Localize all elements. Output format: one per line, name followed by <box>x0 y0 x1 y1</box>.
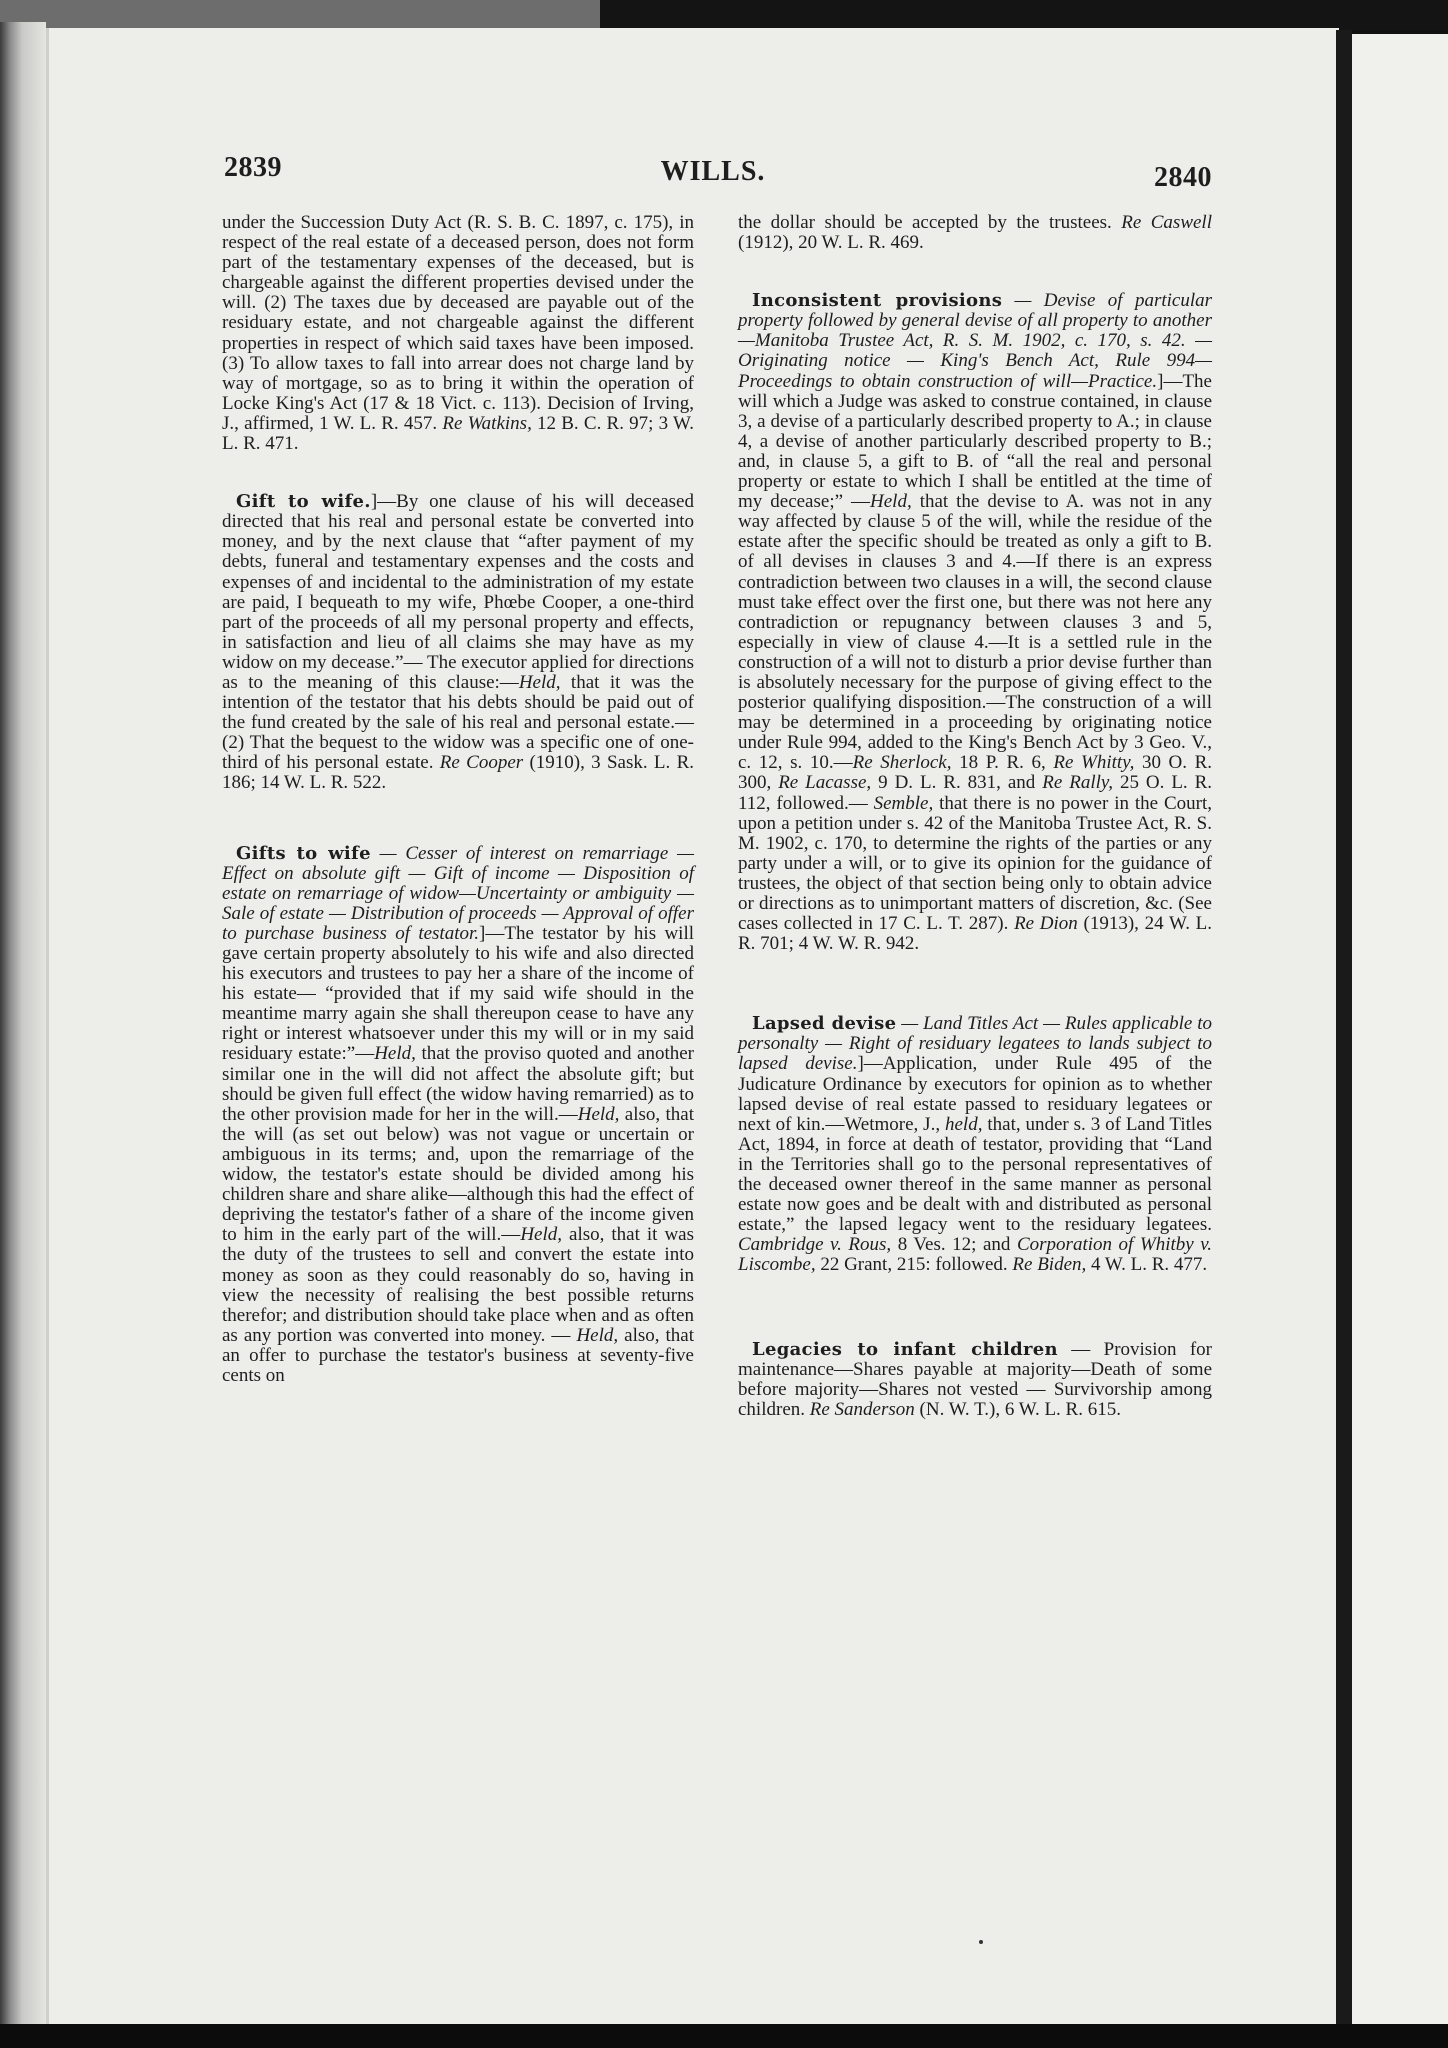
entry-continuation <box>738 213 1212 253</box>
entry-text: also, that an offer to purchase the testator's business at seventy-five cents on <box>222 1324 695 1386</box>
scan-border-top <box>600 0 1448 30</box>
held-marker: Held, <box>518 671 561 693</box>
case-name: Corporation of Whitby v. Liscombe, <box>738 1234 1213 1276</box>
case-name: Re Caswell <box>1121 212 1212 233</box>
entry-gift-to-wife <box>222 492 694 793</box>
entry-text: that, under s. 3 of Land Titles Act, 1894, in force at death of testator, providing that “Land in the Territories shall go to the personal representatives of the deceased owner thereof in the same manner as personal estate now goes and be dealt with and distributed as personal estate,” the lapsed legacy went to the residuary legatees. <box>738 1113 1213 1236</box>
entry-text: that the proviso quoted and another similar one in the will did not affect the absolute gift; but should be given full effect (the widow having remarried) as to the other provision made for her in the will.— <box>222 1043 694 1125</box>
entry-lapsed-devise <box>738 1014 1212 1275</box>
case-name: Re Biden, <box>1012 1254 1087 1276</box>
entry-text: the dollar should be accepted by the trustees. <box>738 212 1112 233</box>
scan-border-bottom <box>0 2024 1448 2048</box>
entry-text: ]—The will which a Judge was asked to construe contained, in clause 3, a devise of a particularly described property to A.; in clause 4, a devise of another particularly described property to B.; and, in clause 5, a gift to B. of “all the real and personal property or estate to which I shall be entitled at the time of my decease;” — <box>738 370 1212 513</box>
case-name: Re Lacasse, <box>778 772 872 794</box>
case-name: Re Cooper <box>439 752 524 774</box>
page-gutter-shadow <box>0 22 46 2032</box>
entry-inconsistent-provisions <box>738 291 1212 954</box>
binding-edge <box>1336 30 1352 2028</box>
entry-subjects: — Cesser of interest on remarriage — Effect on absolute gift — Gift of income — Disposition of estate on remarriage of widow—Uncertainty or ambiguity —Sale of estate — Distribution of proceeds — Approval of offer to purchase business of testator. <box>222 842 695 944</box>
held-marker: Held, <box>520 1224 562 1246</box>
entry-gifts-to-wife <box>222 844 694 1387</box>
entry-text: — Provision for maintenance—Shares payable at majority—Death of some before majority—Shares not vested — Survivorship among children. <box>738 1338 1213 1420</box>
case-name: Re Sanderson <box>809 1398 915 1420</box>
running-title: WILLS. <box>660 156 766 187</box>
entry-text: that the devise to A. was not in any way affected by clause 5 of the will, while the residue of the estate after the specific should be treated as only a gift to B. of all devises in clauses 3 and 4.—If there is an express contradiction between two clauses in a will, the second clause must take effect over the first one, but there was not here any contradiction or repugnancy between clauses 3 and 5, especially in view of clause 4.—It is a settled rule in the construction of a will not to disturb a prior devise further than is absolutely necessary for the purpose of giving effect to the posterior qualifying disposition.—The construction of a will may be determined in a proceeding by originating notice under Rule 994, added to the King's Bench Act by 3 Geo. V., c. 12, s. 10.— <box>738 491 1212 774</box>
entry-headword: Gift to wife. <box>236 491 371 513</box>
entry-text: also, that the will (as set out below) was not vague or uncertain or ambiguous in its terms; and, upon the remarriage of the widow, the testator's estate should be divided among his children share and share alike—although this had the effect of depriving the testator's father of a share of the income given to him in the early part of the will.— <box>222 1103 694 1246</box>
entry-text: that it was the intention of the testator that his debts should be paid out of the fund created by the sale of his real and personal estate.— (2) That the bequest to the widow was a specific one of one-third of his personal estate. <box>222 671 694 774</box>
held-marker: Held, <box>577 1103 620 1125</box>
case-name: Re Dion <box>1014 913 1078 935</box>
case-name: Re Rally, <box>1042 772 1114 794</box>
entry-subjects: — Land Titles Act — Rules applicable to personalty — Right of residuary legatees to lands subject to lapsed devise. <box>738 1013 1212 1075</box>
citation: 4 W. L. R. 477. <box>1091 1254 1208 1276</box>
entry-text: ]—Application, under Rule 495 of the Judicature Ordinance by executors for opinion as to whether lapsed devise of real estate passed to residuary legatees or next of kin.—Wetmore, J., <box>738 1053 1213 1135</box>
page-number-left: 2839 <box>224 152 282 183</box>
case-name: Re Sherlock, <box>852 752 952 774</box>
citation: (1913), 24 W. L. R. 701; 4 W. W. R. 942. <box>738 913 1213 955</box>
page-header <box>208 152 1218 192</box>
citation: 30 O. R. 300, <box>738 752 1213 794</box>
citation: 22 Grant, 215: followed. <box>820 1254 1008 1276</box>
case-name: Cambridge v. Rous, <box>738 1234 892 1256</box>
citation: 9 D. L. R. 831, and <box>878 772 1036 794</box>
page-number-right: 2840 <box>1154 162 1212 193</box>
entry-text: ]—The testator by his will gave certain property absolutely to his wife and also directed his executors and trustees to pay her a share of the income of his estate— “provided that if my said wife should in the meantime marry again she shall thereupon cease to have any right or interest whatsoever under this my will or in my said residuary estate:”— <box>222 922 694 1065</box>
held-marker: Held, <box>870 491 912 513</box>
entry-subjects: — Devise of particular property followed by general devise of all property to another—Manitoba Trustee Act, R. S. M. 1902, c. 170, s. 42. —Originating notice — King's Bench Act, Rule 994—Proceedings to obtain construction of will—Practice. <box>738 290 1212 392</box>
citation: (1912), 20 W. L. R. 469. <box>738 232 924 254</box>
held-marker: held, <box>944 1113 983 1135</box>
entry-headword: Lapsed devise <box>752 1013 897 1035</box>
facing-page-edge <box>1352 34 1448 2028</box>
semble-marker: Semble, <box>873 792 934 814</box>
entry-text: that there is no power in the Court, upon a petition under s. 42 of the Manitoba Trustee Act, R. S. M. 1902, c. 170, to determine the rights of the parties or any party under a will, or to give its opinion for the guidance of trustees, the object of that section being only to obtain advice or directions as to unimportant matters of discretion, &c. (See cases collected in 17 C. L. T. 287). <box>738 792 1213 935</box>
entry-headword: Gifts to wife <box>236 842 371 864</box>
citation: 25 O. L. R. 112, followed.— <box>738 772 1213 814</box>
held-marker: Held, <box>576 1324 619 1346</box>
ink-speck <box>979 1940 983 1944</box>
scan-border-top-left <box>0 0 600 30</box>
entry-text: ]—By one clause of his will deceased directed that his real and personal estate be converted into money, and by the next clause that “after payment of my debts, funeral and testamentary expenses and the costs and expenses of and incidental to the administration of my estate are paid, I bequeath to my wife, Phœbe Cooper, a one-third part of the proceeds of all my personal property and effects, in satisfaction and lieu of all claims she may have as my widow on my decease.”— The executor applied for directions as to the meaning of this clause:— <box>222 491 694 693</box>
citation: 18 P. R. 6, <box>959 752 1046 774</box>
citation: (1910), 3 Sask. L. R. 186; 14 W. L. R. 522. <box>222 752 695 794</box>
entry-continuation <box>222 213 694 454</box>
entry-text: also, that it was the duty of the trustees to sell and convert the estate into money as soon as they could reasonably do so, having in view the necessity of realising the best possible returns therefor; and distribution should take place when and as often as any portion was converted into money. — <box>222 1224 695 1346</box>
left-column <box>222 213 694 1386</box>
citation: 8 Ves. 12; and <box>897 1234 1011 1256</box>
entry-headword: Legacies to infant children <box>752 1338 1058 1360</box>
entry-text: under the Succession Duty Act (R. S. B. C. 1897, c. 175), in respect of the real estate of a deceased person, does not form part of the testamentary expenses of the deceased, but is chargeable against the different properties devised under the will. (2) The taxes due by deceased are payable out of the residuary estate, and not chargeable against the different properties in respect of which said taxes have been imposed. (3) To allow taxes to fall into arrear does not charge land by way of mortgage, so as to bring it within the operation of Locke King's Act (17 & 18 Vict. c. 113). Decision of Irving, J., affirmed, 1 W. L. R. 457. <box>222 212 694 434</box>
citation: (N. W. T.), 6 W. L. R. 615. <box>919 1398 1121 1420</box>
right-column <box>738 213 1212 1420</box>
citation: 12 B. C. R. 97; 3 W. L. R. 471. <box>222 412 694 455</box>
case-name: Re Whitty, <box>1053 752 1135 774</box>
entry-legacies-to-infant-children <box>738 1340 1212 1420</box>
held-marker: Held, <box>374 1043 416 1065</box>
entry-headword: Inconsistent provisions <box>752 290 1003 312</box>
case-name: Re Watkins, <box>442 412 532 434</box>
